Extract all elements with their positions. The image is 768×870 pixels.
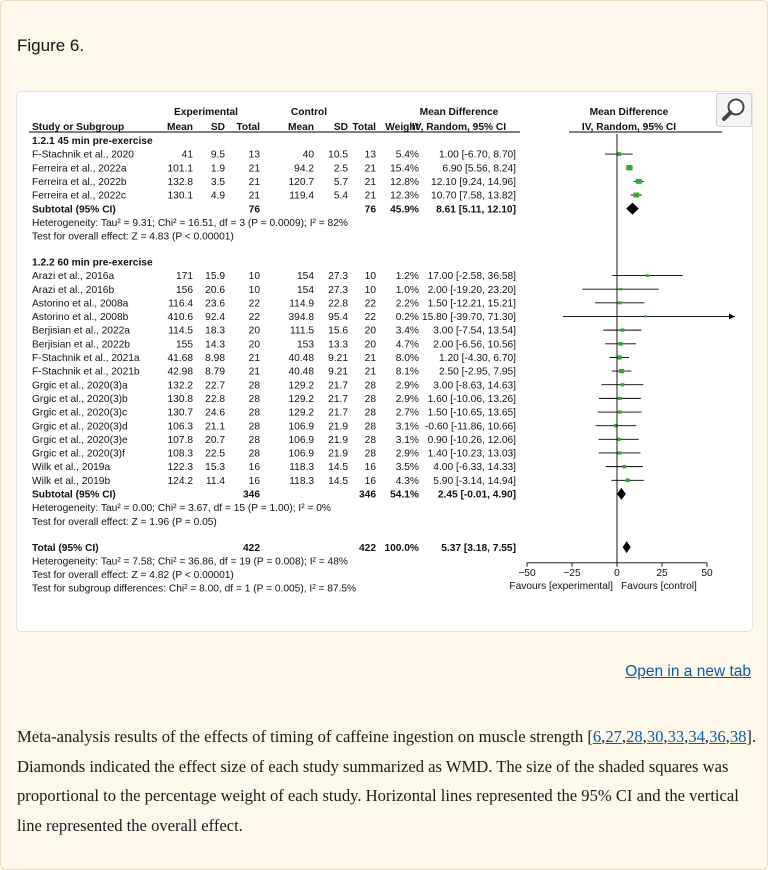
weight-value: 2.9% xyxy=(395,448,419,460)
ctrl-total-value: 10 xyxy=(364,271,376,283)
header-ctrl-total: Total xyxy=(352,122,376,133)
x-tick-label: −25 xyxy=(563,567,581,579)
study-weight-square xyxy=(625,479,629,483)
ctrl-mean-value: 129.2 xyxy=(288,393,314,405)
weight-value: 8.1% xyxy=(395,366,419,378)
exp-mean-value: 107.8 xyxy=(167,434,193,446)
citation-link[interactable]: 34 xyxy=(688,727,705,746)
ctrl-mean-value: 118.3 xyxy=(289,475,314,487)
ctrl-mean-value: 153 xyxy=(297,339,314,351)
exp-sd-value: 8.98 xyxy=(205,353,225,365)
ctrl-total-value: 28 xyxy=(364,448,376,460)
study-weight-square xyxy=(618,397,622,400)
header-ctrl-sd: SD xyxy=(333,122,348,133)
overall-effect-text: Test for overall effect: Z = 4.83 (P < 0.00001) xyxy=(32,231,234,243)
study-weight-square xyxy=(636,179,642,184)
study-name: Arazi et al., 2016b xyxy=(32,284,115,296)
ctrl-total-value: 21 xyxy=(364,163,376,175)
exp-sd-value: 23.6 xyxy=(205,298,225,310)
ctrl-sd-value: 5.7 xyxy=(333,176,348,188)
exp-total-value: 22 xyxy=(248,312,260,324)
favours-experimental-label: Favours [experimental] xyxy=(509,580,613,592)
weight-value: 3.5% xyxy=(395,462,419,474)
study-weight-square xyxy=(618,301,622,304)
mean-difference-ci: 1.20 [-4.30, 6.70] xyxy=(438,353,516,365)
exp-total-value: 28 xyxy=(248,421,260,433)
weight-value: 2.2% xyxy=(395,298,419,310)
total-heterogeneity-text: Heterogeneity: Tau² = 7.58; Chi² = 36.86, df = 19 (P = 0.008); I² = 48% xyxy=(32,556,348,568)
exp-total-value: 20 xyxy=(248,325,260,337)
mean-difference-ci: 1.60 [-10.06, 13.26] xyxy=(427,393,516,405)
ctrl-total-value: 16 xyxy=(364,462,376,474)
header-study: Study or Subgroup xyxy=(32,122,125,133)
exp-mean-value: 116.4 xyxy=(168,298,193,310)
study-name: Astorino et al., 2008b xyxy=(32,312,129,324)
ctrl-total-value: 28 xyxy=(364,434,376,446)
study-weight-square xyxy=(646,274,649,277)
ctrl-total-value: 10 xyxy=(364,284,376,296)
ctrl-sd-value: 9.21 xyxy=(328,353,348,365)
weight-value: 0.2% xyxy=(395,312,419,324)
ctrl-sd-value: 27.3 xyxy=(328,284,348,296)
exp-total-value: 13 xyxy=(248,149,260,161)
ctrl-mean-value: 154 xyxy=(297,271,314,283)
ctrl-sd-value: 95.4 xyxy=(328,312,348,324)
exp-total-value: 16 xyxy=(248,462,260,474)
exp-mean-value: 122.3 xyxy=(167,462,193,474)
total-exp-total: 422 xyxy=(243,542,260,554)
total-ci: 5.37 [3.18, 7.55] xyxy=(441,542,516,554)
ctrl-total-value: 13 xyxy=(364,149,376,161)
exp-total-value: 28 xyxy=(248,380,260,392)
exp-sd-value: 20.7 xyxy=(205,434,225,446)
subtotal-weight: 54.1% xyxy=(390,489,419,501)
study-name: Wilk et al., 2019b xyxy=(32,475,111,487)
study-name: F-Stachnik et al., 2021a xyxy=(32,353,140,365)
ctrl-sd-value: 21.9 xyxy=(328,448,348,460)
exp-sd-value: 8.79 xyxy=(205,366,225,378)
weight-value: 8.0% xyxy=(395,353,419,365)
study-name: Grgic et al., 2020(3)f xyxy=(32,448,125,460)
ctrl-sd-value: 13.3 xyxy=(328,339,348,351)
ctrl-sd-value: 27.3 xyxy=(328,271,348,283)
figure-caption: Meta-analysis results of the effects of timing of caffeine ingestion on muscle strength [6,27,28,30,33,34,36,38]. Diamonds indicated the effect size of each study summarized as WMD. The size of the shaded squares was proportional to the percentage weight of each study. Horizontal lines represented the 95% CI and the vertical line represented the overall effect. xyxy=(17,727,757,835)
ctrl-total-value: 20 xyxy=(364,325,376,337)
weight-value: 2.9% xyxy=(395,380,419,392)
exp-mean-value: 132.8 xyxy=(167,176,193,188)
mean-difference-ci: 1.50 [-12.21, 15.21] xyxy=(427,298,516,310)
study-name: Grgic et al., 2020(3)a xyxy=(32,380,128,392)
ctrl-sd-value: 21.7 xyxy=(328,380,348,392)
weight-value: 4.7% xyxy=(395,339,419,351)
ctrl-sd-value: 21.7 xyxy=(328,407,348,419)
subtotal-weight: 45.9% xyxy=(390,204,419,216)
subtotal-label: Subtotal (95% CI) xyxy=(32,204,116,216)
header-experimental: Experimental xyxy=(174,107,238,118)
study-name: Grgic et al., 2020(3)b xyxy=(32,393,128,405)
ctrl-mean-value: 94.2 xyxy=(294,163,314,175)
exp-mean-value: 130.7 xyxy=(167,407,193,419)
citation-link[interactable]: 28 xyxy=(626,727,643,746)
total-weight: 100.0% xyxy=(384,542,419,554)
ctrl-mean-value: 114.9 xyxy=(289,298,314,310)
ctrl-mean-value: 106.9 xyxy=(288,421,314,433)
exp-mean-value: 130.8 xyxy=(167,393,193,405)
exp-mean-value: 410.6 xyxy=(167,312,193,324)
ctrl-total-value: 22 xyxy=(364,298,376,310)
exp-sd-value: 15.3 xyxy=(205,462,225,474)
exp-sd-value: 22.7 xyxy=(205,380,225,392)
subtotal-ci: 2.45 [-0.01, 4.90] xyxy=(437,489,516,501)
study-weight-square xyxy=(620,328,624,331)
header-exp-mean: Mean xyxy=(166,122,193,133)
caption-text-end: ]. Diamonds indicated the effect size of each study summarized as WMD. The size of the shaded squares was proportional to the percentage weight of each study. Horizontal lines represented the 95% CI and the vertical line represented the overall effect. xyxy=(17,727,757,835)
mean-difference-ci: 1.40 [-10.23, 13.03] xyxy=(427,448,516,460)
citation-link[interactable]: 6 xyxy=(592,727,602,746)
study-name: Grgic et al., 2020(3)e xyxy=(32,434,128,446)
header-plot-mean-difference: Mean Difference xyxy=(589,107,669,118)
exp-sd-value: 20.6 xyxy=(205,284,225,296)
exp-sd-value: 92.4 xyxy=(205,312,225,324)
exp-total-value: 16 xyxy=(248,475,260,487)
caption-text-start: Meta-analysis results of the effects of timing of caffeine ingestion on muscle strength [ xyxy=(17,727,593,746)
ctrl-sd-value: 14.5 xyxy=(328,462,348,474)
header-weight: Weight xyxy=(385,122,419,133)
total-label: Total (95% CI) xyxy=(32,542,99,554)
study-weight-square xyxy=(618,342,622,346)
mean-difference-ci: 3.00 [-8.63, 14.63] xyxy=(433,380,516,392)
citation-link[interactable]: 27 xyxy=(605,727,622,746)
study-weight-square xyxy=(618,410,622,413)
weight-value: 12.3% xyxy=(390,190,419,202)
figure-title: Figure 6. xyxy=(17,36,85,55)
header-exp-sd: SD xyxy=(210,122,225,133)
mean-difference-ci: 17.00 [-2.58, 36.58] xyxy=(427,271,516,283)
study-name: Ferreira et al., 2022a xyxy=(32,163,127,175)
exp-sd-value: 15.9 xyxy=(205,271,225,283)
ctrl-total-value: 28 xyxy=(364,393,376,405)
header-exp-total: Total xyxy=(236,122,260,133)
subtotal-ctrl-total: 76 xyxy=(364,204,376,216)
mean-difference-ci: 3.00 [-7.54, 13.54] xyxy=(433,325,516,337)
header-method: IV, Random, 95% CI xyxy=(411,122,507,133)
exp-sd-value: 22.5 xyxy=(205,448,225,460)
ctrl-mean-value: 40.48 xyxy=(288,366,314,378)
exp-total-value: 21 xyxy=(248,366,260,378)
exp-sd-value: 4.9 xyxy=(210,190,225,202)
exp-mean-value: 106.3 xyxy=(167,421,193,433)
mean-difference-ci: 12.10 [9.24, 14.96] xyxy=(431,176,516,188)
exp-total-value: 20 xyxy=(248,339,260,351)
mean-difference-ci: -0.60 [-11.86, 10.66] xyxy=(425,421,516,433)
ctrl-sd-value: 14.5 xyxy=(328,475,348,487)
ci-arrow xyxy=(729,313,735,319)
exp-mean-value: 156 xyxy=(176,284,193,296)
ctrl-total-value: 21 xyxy=(364,366,376,378)
study-name: Astorino et al., 2008a xyxy=(32,298,129,310)
weight-value: 3.1% xyxy=(395,434,419,446)
ctrl-total-value: 20 xyxy=(364,339,376,351)
zoom-button[interactable] xyxy=(716,93,752,127)
exp-mean-value: 114.5 xyxy=(168,325,193,337)
mean-difference-ci: 0.90 [-10.26, 12.06] xyxy=(427,434,516,446)
forest-plot xyxy=(17,92,752,631)
exp-mean-value: 130.1 xyxy=(167,190,193,202)
x-tick-label: −50 xyxy=(518,567,536,579)
exp-total-value: 10 xyxy=(248,284,260,296)
overall-effect-text: Test for overall effect: Z = 1.96 (P = 0.05) xyxy=(32,516,217,528)
ctrl-mean-value: 120.7 xyxy=(288,176,314,188)
x-tick-label: 50 xyxy=(701,567,713,579)
study-name: Ferreira et al., 2022c xyxy=(32,190,126,202)
ctrl-sd-value: 21.9 xyxy=(328,434,348,446)
favours-control-label: Favours [control] xyxy=(621,580,697,592)
study-name: F-Stachnik et al., 2020 xyxy=(32,149,134,161)
x-tick-label: 0 xyxy=(614,567,620,579)
mean-difference-ci: 2.50 [-2.95, 7.95] xyxy=(438,366,516,378)
mean-difference-ci: 2.00 [-6.56, 10.56] xyxy=(433,339,516,351)
ctrl-total-value: 16 xyxy=(364,475,376,487)
ctrl-sd-value: 21.9 xyxy=(328,421,348,433)
mean-difference-ci: 5.90 [-3.14, 14.94] xyxy=(433,475,516,487)
exp-total-value: 28 xyxy=(248,448,260,460)
exp-mean-value: 132.2 xyxy=(167,380,193,392)
header-ctrl-mean: Mean xyxy=(287,122,314,133)
ctrl-sd-value: 5.4 xyxy=(333,190,348,202)
exp-sd-value: 14.3 xyxy=(205,339,225,351)
subgroup-title: 1.2.2 60 min pre-exercise xyxy=(32,257,153,269)
ctrl-sd-value: 22.8 xyxy=(328,298,348,310)
ctrl-total-value: 21 xyxy=(364,190,376,202)
ctrl-sd-value: 2.5 xyxy=(333,163,348,175)
citation-link[interactable]: 36 xyxy=(709,727,726,746)
exp-mean-value: 41 xyxy=(181,149,193,161)
weight-value: 1.0% xyxy=(395,284,419,296)
study-weight-square xyxy=(620,383,624,386)
exp-sd-value: 11.4 xyxy=(205,475,225,487)
total-diamond xyxy=(623,541,631,553)
exp-total-value: 28 xyxy=(248,434,260,446)
mean-difference-ci: 4.00 [-6.33, 14.33] xyxy=(433,462,516,474)
study-name: Arazi et al., 2016a xyxy=(32,271,115,283)
study-weight-square xyxy=(622,465,626,468)
heterogeneity-text: Heterogeneity: Tau² = 0.00; Chi² = 3.67, df = 15 (P = 1.00); I² = 0% xyxy=(32,503,331,515)
study-weight-square xyxy=(644,315,646,317)
magnifier-icon xyxy=(717,94,751,126)
exp-mean-value: 108.3 xyxy=(167,448,193,460)
study-weight-square xyxy=(626,165,632,170)
ctrl-sd-value: 15.6 xyxy=(328,325,348,337)
x-tick-label: 25 xyxy=(656,567,668,579)
heterogeneity-text: Heterogeneity: Tau² = 9.31; Chi² = 16.51, df = 3 (P = 0.0009); I² = 82% xyxy=(32,217,348,229)
ctrl-mean-value: 106.9 xyxy=(288,448,314,460)
mean-difference-ci: 15.80 [-39.70, 71.30] xyxy=(421,312,516,324)
forest-plot-card xyxy=(16,91,753,632)
exp-mean-value: 41.68 xyxy=(167,353,193,365)
weight-value: 4.3% xyxy=(395,475,419,487)
weight-value: 15.4% xyxy=(390,163,419,175)
exp-total-value: 10 xyxy=(248,271,260,283)
total-overall-effect-text: Test for overall effect: Z = 4.82 (P < 0.00001) xyxy=(32,570,234,582)
subgroup-differences-text: Test for subgroup differences: Chi² = 8.00, df = 1 (P = 0.005), I² = 87.5% xyxy=(32,583,357,595)
study-name: Ferreira et al., 2022b xyxy=(32,176,127,188)
exp-sd-value: 22.8 xyxy=(205,393,225,405)
study-name: Berjisian et al., 2022a xyxy=(32,325,130,337)
exp-total-value: 21 xyxy=(248,353,260,365)
weight-value: 1.2% xyxy=(395,271,419,283)
weight-value: 2.9% xyxy=(395,393,419,405)
exp-total-value: 21 xyxy=(248,163,260,175)
exp-total-value: 21 xyxy=(248,176,260,188)
mean-difference-ci: 6.90 [5.56, 8.24] xyxy=(442,163,516,175)
study-name: Berjisian et al., 2022b xyxy=(32,339,130,351)
header-control: Control xyxy=(290,107,328,118)
ctrl-sd-value: 21.7 xyxy=(328,393,348,405)
ctrl-mean-value: 118.3 xyxy=(289,462,314,474)
mean-difference-ci: 1.50 [-10.65, 13.65] xyxy=(427,407,516,419)
ctrl-mean-value: 394.8 xyxy=(288,312,314,324)
ctrl-mean-value: 111.5 xyxy=(290,325,314,337)
study-weight-square xyxy=(618,451,622,454)
ctrl-total-value: 28 xyxy=(364,421,376,433)
citation-link[interactable]: 30 xyxy=(646,727,664,746)
ctrl-total-value: 21 xyxy=(364,176,376,188)
study-name: Wilk et al., 2019a xyxy=(32,462,111,474)
study-name: F-Stachnik et al., 2021b xyxy=(32,366,140,378)
subtotal-ci: 8.61 [5.11, 12.10] xyxy=(436,204,516,216)
ctrl-mean-value: 40 xyxy=(302,149,314,161)
study-weight-square xyxy=(633,193,639,198)
study-weight-square xyxy=(619,369,624,373)
citation-link[interactable]: 33 xyxy=(667,727,685,746)
subtotal-exp-total: 346 xyxy=(243,489,260,501)
subtotal-diamond xyxy=(626,203,639,215)
open-in-new-tab-link[interactable]: Open in a new tab xyxy=(625,663,751,680)
ctrl-mean-value: 129.2 xyxy=(288,380,314,392)
exp-total-value: 28 xyxy=(248,407,260,419)
exp-mean-value: 171 xyxy=(176,271,193,283)
weight-value: 3.1% xyxy=(395,421,419,433)
exp-total-value: 21 xyxy=(248,190,260,202)
ctrl-mean-value: 40.48 xyxy=(288,353,314,365)
exp-total-value: 22 xyxy=(248,298,260,310)
exp-total-value: 28 xyxy=(248,393,260,405)
exp-sd-value: 3.5 xyxy=(210,176,225,188)
exp-mean-value: 155 xyxy=(176,339,193,351)
subtotal-label: Subtotal (95% CI) xyxy=(32,489,116,501)
subtotal-diamond xyxy=(617,488,626,500)
ctrl-mean-value: 119.4 xyxy=(289,190,314,202)
header-mean-difference: Mean Difference xyxy=(419,107,499,118)
ctrl-total-value: 28 xyxy=(364,407,376,419)
ctrl-total-value: 28 xyxy=(364,380,376,392)
weight-value: 5.4% xyxy=(395,149,419,161)
exp-mean-value: 42.98 xyxy=(167,366,193,378)
header-plot-method: IV, Random, 95% CI xyxy=(581,122,677,133)
mean-difference-ci: 1.00 [-6.70, 8.70] xyxy=(438,149,516,161)
exp-sd-value: 24.6 xyxy=(205,407,225,419)
subtotal-exp-total: 76 xyxy=(248,204,260,216)
citation-link[interactable]: 38 xyxy=(729,727,747,746)
ctrl-total-value: 22 xyxy=(364,312,376,324)
ctrl-mean-value: 154 xyxy=(297,284,314,296)
study-name: Grgic et al., 2020(3)d xyxy=(32,421,128,433)
weight-value: 3.4% xyxy=(395,325,419,337)
total-ctrl-total: 422 xyxy=(359,542,376,554)
weight-value: 2.7% xyxy=(395,407,419,419)
exp-mean-value: 124.2 xyxy=(167,475,193,487)
study-name: Grgic et al., 2020(3)c xyxy=(32,407,128,419)
mean-difference-ci: 2.00 [-19.20, 23.20] xyxy=(427,284,516,296)
ctrl-sd-value: 9.21 xyxy=(328,366,348,378)
exp-sd-value: 1.9 xyxy=(210,163,225,175)
subgroup-title: 1.2.1 45 min pre-exercise xyxy=(32,136,153,147)
ctrl-mean-value: 129.2 xyxy=(288,407,314,419)
mean-difference-ci: 10.70 [7.58, 13.82] xyxy=(431,190,516,202)
exp-sd-value: 18.3 xyxy=(205,325,225,337)
exp-sd-value: 21.1 xyxy=(205,421,225,433)
exp-sd-value: 9.5 xyxy=(210,149,225,161)
ctrl-mean-value: 106.9 xyxy=(288,434,314,446)
subtotal-ctrl-total: 346 xyxy=(359,489,376,501)
ctrl-total-value: 21 xyxy=(364,353,376,365)
exp-mean-value: 101.1 xyxy=(167,163,193,175)
weight-value: 12.8% xyxy=(390,176,419,188)
study-weight-square xyxy=(619,288,622,291)
ctrl-sd-value: 10.5 xyxy=(328,149,348,161)
